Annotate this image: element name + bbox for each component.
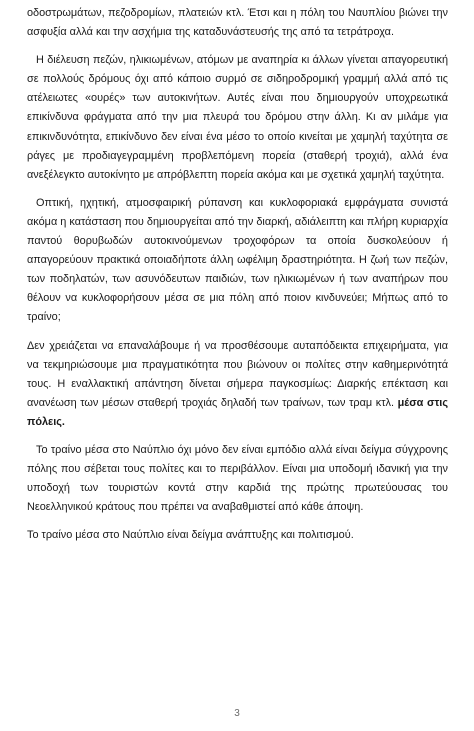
paragraph-2: Η διέλευση πεζών, ηλικιωμένων, ατόμων με αναπηρία κι άλλων γίνεται απαγορευτική σε πολλούς δρόμους όχι από κάποιο συρμό σε σιδηροδρομική γραμμή αλλά από τις ατέλειωτες «ουρές» των αυτοκινήτων. Αυτές είναι που δημιουργούν υποχρεωτικά επικίνδυνα φράγματα από την μια πλευρά του δρόμου στην άλλη. Κι αν μιλάμε για επικινδυνότητα, επικίνδυνο δεν είναι ένα μέσο το οποίο κινείται με χαμηλή ταχύτητα σε ράγες με προδιαγεγραμμένη προβλεπόμενη πορεία (σταθερή τροχιά), αλλά ένα ανεξέλεγκτο αυτοκίνητο με απρόβλεπτη πορεία ακόμα και με σχετικά χαμηλή ταχύτητα. [27, 54, 448, 181]
paragraph-6: Το τραίνο μέσα στο Ναύπλιο είναι δείγμα ανάπτυξης και πολιτισμού. [27, 529, 354, 542]
page-number: 3 [234, 708, 240, 719]
paragraph-1: οδοστρωμάτων, πεζοδρομίων, πλατειών κτλ. Έτσι και η πόλη του Ναυπλίου βιώνει την ασφυξία αλλά και την ασχήμια της καταδυνάστευσής της από τα τετράτροχα. [27, 7, 448, 39]
paragraph-5: Το τραίνο μέσα στο Ναύπλιο όχι μόνο δεν είναι εμπόδιο αλλά είναι δείγμα σύγχρονης πόλης που σέβεται τους πολίτες και το περιβάλλον. Είναι μια υποδομή ιδανική για την υποδοχή των τουριστών κοντά στην καρδιά της πρώτης πρωτεύουσας του Νεοελληνικού κράτους που πρέπει να αναβαθμιστεί από κάθε άποψη. [27, 443, 448, 514]
paragraph-4-text: Δεν χρειάζεται να επαναλάβουμε ή να προσθέσουμε αυταπόδεικτα επιχειρήματα, για να τεκμηριώσουμε μια πραγματικότητα που βιώνουν οι πολίτες στην καθημερινότητά τους. Η εναλλακτική απάντηση δίνεται σήμερα παγκοσμίως: Διαρκής επέκταση και ανανέωση των μέσων σταθερή τροχιάς δηλαδή των τραίνων, των τραμ κτλ. [27, 339, 448, 409]
paragraph-4-emphasis: μέσα στις πόλεις. [27, 396, 448, 428]
document-body [27, 4, 448, 554]
paragraph-4 [27, 337, 448, 432]
paragraph-3: Οπτική, ηχητική, ατμοσφαιρική ρύπανση και κυκλοφοριακά εμφράγματα συνιστά ακόμα η κατάσταση που δημιουργείται από την διαρκή, αδιάλειπτη και πλήρη κυριαρχία παντού θορυβωδών αυτοκινούμενων τροχοφόρων τα οποία δυσκολεύουν ή απαγορεύουν πρακτικά οποιαδήποτε άλλη ωφέλιμη δραστηριότητα. Η ζωή των πεζών, των ποδηλατών, των ασυνόδευτων παιδιών, των ηλικιωμένων ή των αναπήρων που θέλουν να κυκλοφορήσουν μέσα σε μια πόλη από ποιον κινδυνεύει; Μήπως από το τραίνο; [27, 196, 448, 324]
